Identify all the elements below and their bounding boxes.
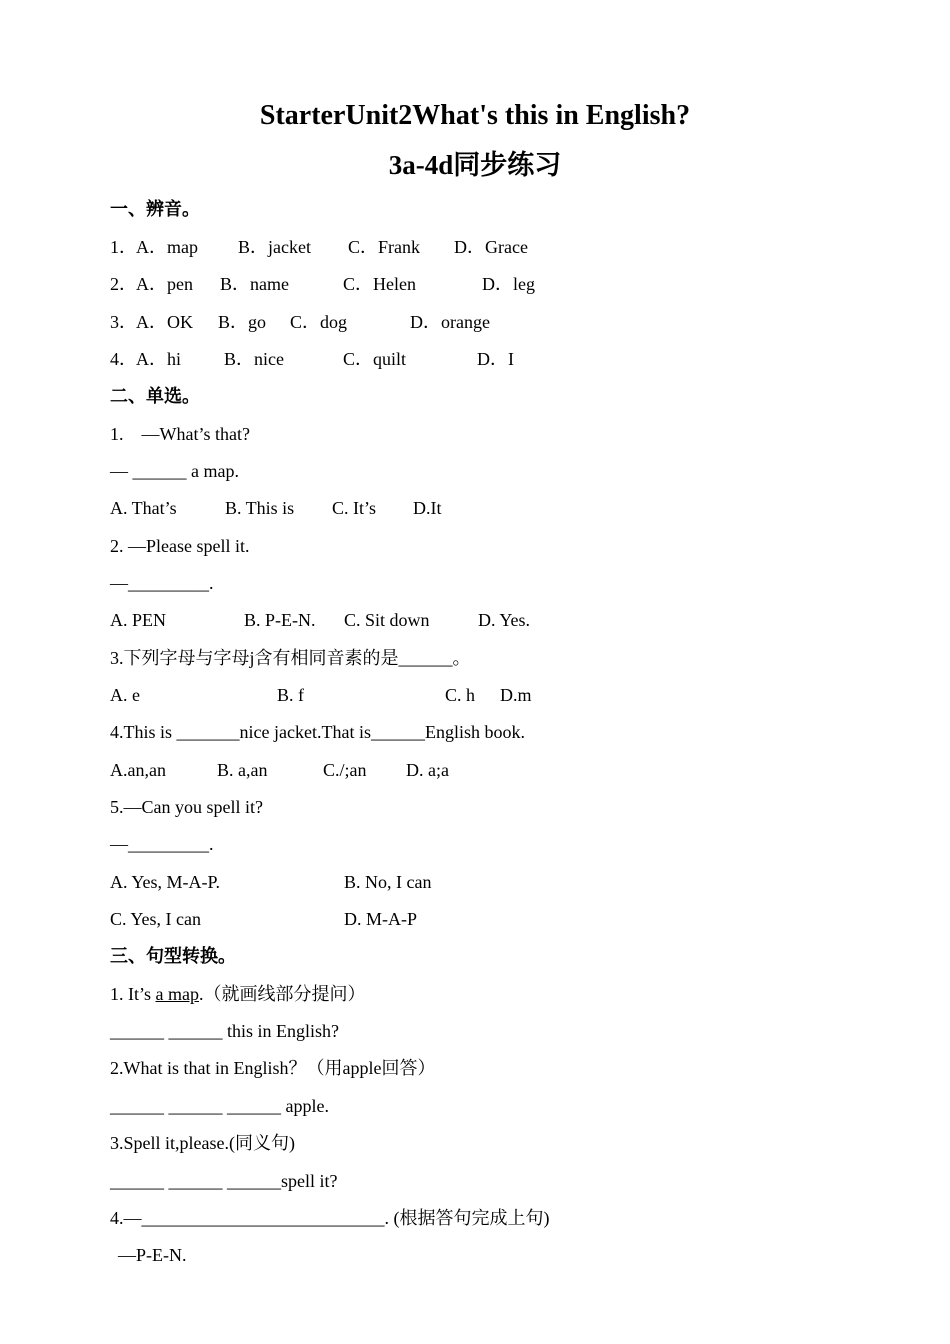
section2-heading: 二、单选。 [110, 386, 200, 406]
s3-q3-answer: ______ ______ ______spell it? [110, 1171, 338, 1191]
s3-q1-prefix: 1. It’s [110, 984, 156, 1004]
option-a: A. Yes, M-A-P. [110, 872, 221, 892]
option-b: B. P-E-N. [244, 610, 316, 630]
s2-q3-stem: 3.下列字母与字母j含有相同音素的是______。 [110, 648, 471, 668]
s2-q2-answer: —_________. [110, 573, 214, 593]
option-a: A. That’s [110, 498, 177, 518]
option-a: A. e [110, 685, 140, 705]
option-b: B．jacket [238, 237, 311, 257]
option-a: A．hi [136, 349, 181, 369]
s3-q1-underlined: a map [155, 984, 199, 1004]
option-a: A．OK [136, 312, 193, 332]
s3-q1-answer: ______ ______ this in English? [110, 1021, 339, 1041]
option-b: B. This is [225, 498, 295, 518]
option-b: B. f [277, 685, 304, 705]
section3-heading: 三、句型转换。 [110, 946, 236, 966]
s2-q5-stem: 5.—Can you spell it? [110, 797, 263, 817]
s2-q5-answer: —_________. [110, 834, 214, 854]
option-c: C．dog [290, 312, 348, 332]
option-d: D. M-A-P [344, 909, 418, 929]
option-a: A．pen [136, 274, 193, 294]
s2-q1-answer: — ______ a map. [110, 461, 239, 481]
option-d: D．orange [410, 312, 490, 332]
option-c: C. h [445, 685, 476, 705]
option-c: C. Sit down [344, 610, 430, 630]
s3-q2-answer: ______ ______ ______ apple. [110, 1096, 329, 1116]
s3-q1-stem [110, 983, 366, 1005]
option-a: A．map [136, 237, 198, 257]
option-c: C./;an [323, 760, 367, 780]
option-c: C. Yes, I can [110, 909, 202, 929]
s2-q4-stem: 4.This is _______nice jacket.That is______English book. [110, 722, 525, 742]
option-d: D.m [500, 685, 532, 705]
option-d: D.It [413, 498, 442, 518]
s2-q1-stem: 1. —What’s that? [110, 424, 250, 444]
page-subtitle: 3a-4d同步练习 [388, 150, 562, 180]
option-b: B．go [218, 312, 267, 332]
s3-q2-stem: 2.What is that in English？（用apple回答） [110, 1058, 436, 1078]
question-number: 1． [110, 237, 137, 257]
option-b: B. a,an [217, 760, 268, 780]
option-d: D. a;a [406, 760, 449, 780]
option-c: C．Frank [348, 237, 420, 257]
option-d: D．Grace [454, 237, 528, 257]
option-b: B．name [220, 274, 289, 294]
page-title: StarterUnit2What's this in English? [259, 100, 691, 131]
option-b: B. No, I can [344, 872, 432, 892]
s3-q1-suffix: .（就画线部分提问） [199, 984, 366, 1004]
s3-q4-stem: 4.—___________________________. (根据答句完成上句) [110, 1208, 550, 1228]
option-b: B．nice [224, 349, 284, 369]
option-c: C．Helen [343, 274, 416, 294]
option-c: C. It’s [332, 498, 377, 518]
question-number: 2． [110, 274, 137, 294]
option-d: D．leg [482, 274, 535, 294]
question-number: 3． [110, 312, 137, 332]
option-a: A.an,an [110, 760, 166, 780]
section1-heading: 一、辨音。 [110, 199, 200, 219]
s3-q3-stem: 3.Spell it,please.(同义句) [110, 1133, 295, 1153]
option-d: D．I [477, 349, 514, 369]
s3-q4-answer: —P-E-N. [118, 1245, 187, 1265]
option-d: D. Yes. [478, 610, 531, 630]
question-number: 4． [110, 349, 137, 369]
option-a: A. PEN [110, 610, 167, 630]
s2-q2-stem: 2. —Please spell it. [110, 536, 250, 556]
option-c: C．quilt [343, 349, 407, 369]
